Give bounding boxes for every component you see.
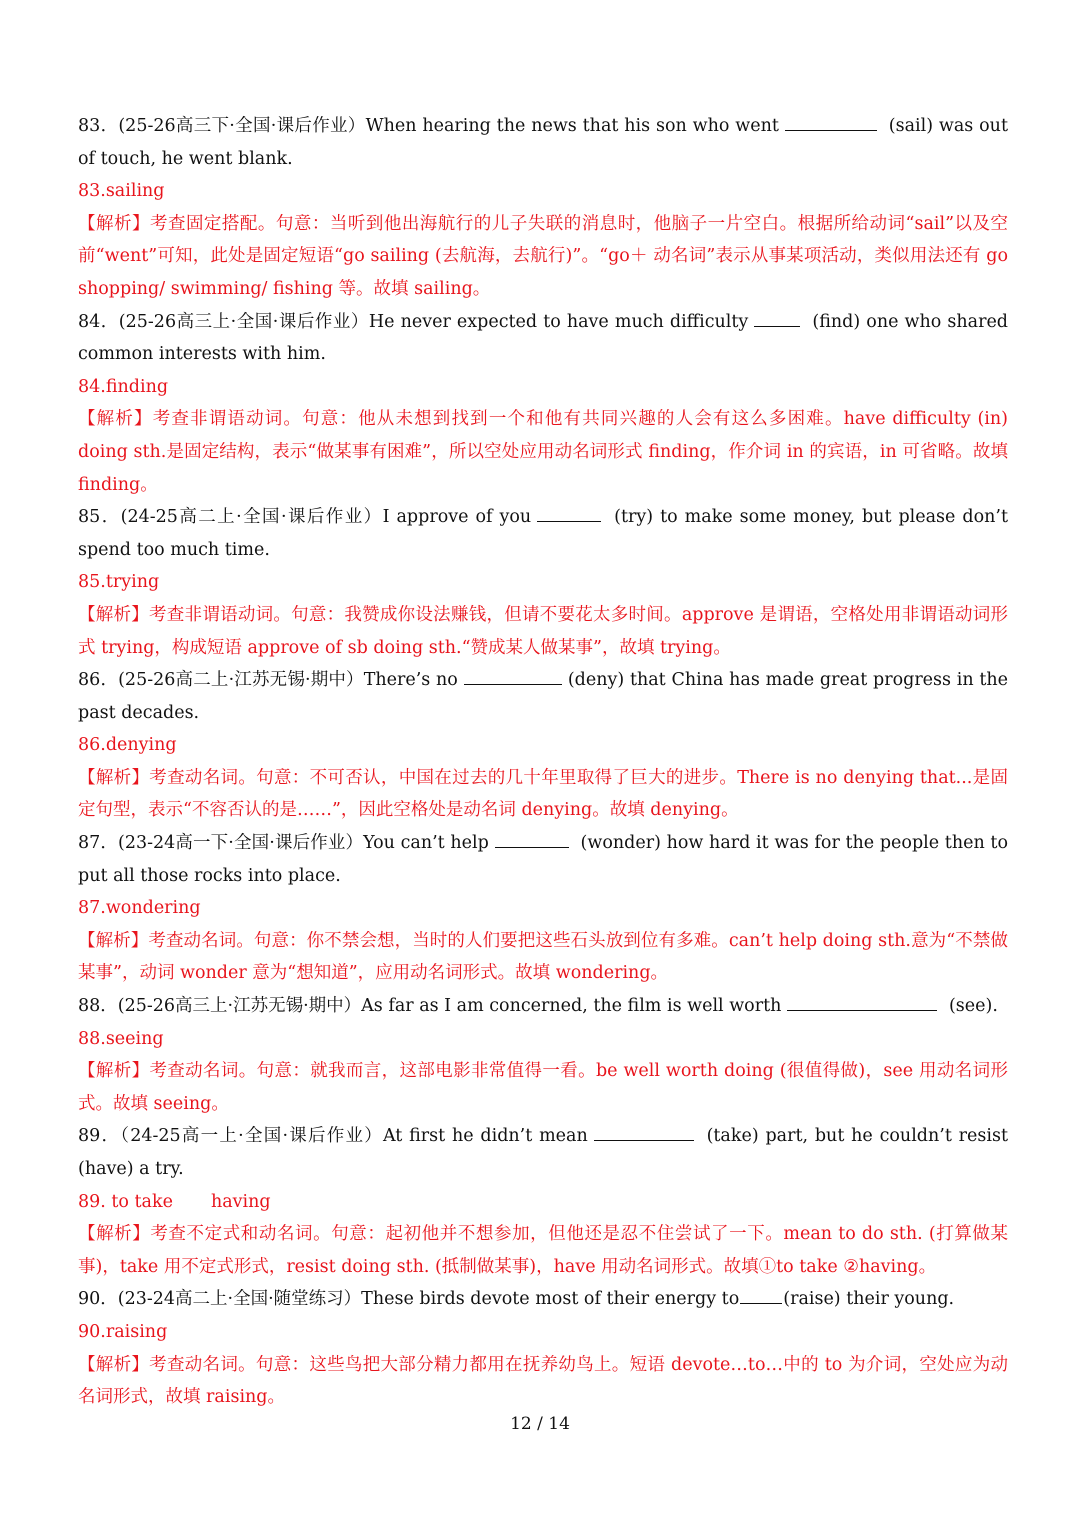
question-text: (take) part, but he couldn’t resist (have) a try. [78,1126,1008,1179]
question-83 [78,110,1008,175]
answer-blank [594,1120,694,1141]
question-86 [78,664,1008,729]
answer-83: 83.sailing [78,181,165,202]
answer-blank [785,110,877,131]
question-87 [78,827,1008,892]
answer-88: 88.seeing [78,1028,164,1049]
explanation-84: 【解析】考查非谓语动词。句意：他从未想到找到一个和他有共同兴趣的人会有这么多困难。have difficulty (in) doing sth.是固定结构，表示“做某事有困难”，所以空处应用动名词形式 finding，作介词 in 的宾语，in 可省略。故填 finding。 [78,409,1008,495]
question-85 [78,501,1008,566]
answer-blank [537,501,601,522]
question-90 [78,1283,1008,1316]
answer-85: 85.trying [78,572,160,593]
page-number: 12 / 14 [510,1414,570,1434]
answer-86: 86.denying [78,735,177,756]
answer-part-2: having [210,1191,271,1212]
explanation-90: 【解析】考查动名词。句意：这些鸟把大部分精力都用在抚养幼鸟上。短语 devote…to…中的 to 为介词，空处应为动名词形式，故填 raising。 [78,1354,1008,1408]
question-text: 86．(25-26高二上·江苏无锡·期中）There’s no [78,670,458,691]
answer-blank [495,827,569,848]
question-text: 83．(25-26高三下·全国·课后作业）When hearing the news that his son who went [78,116,779,136]
question-text: (wonder) how hard it was for the people then to put all those rocks into place. [78,833,1008,886]
question-text: 90．(23-24高二上·全国·随堂练习）These birds devote most of their energy to [78,1289,740,1310]
answer-blank [787,990,937,1011]
question-88 [78,990,1008,1023]
explanation-83: 【解析】考查固定搭配。句意：当听到他出海航行的儿子失联的消息时，他脑子一片空白。根据所给动词“sail”以及空前“went”可知，此处是固定短语“go sailing (去航海，去航行)”。“go＋ 动名词”表示从事某项活动，类似用法还有 go shopping/ swimming/ fishing 等。故填 sailing。 [78,213,1008,299]
explanation-89: 【解析】考查不定式和动名词。句意：起初他并不想参加，但他还是忍不住尝试了一下。mean to do sth. (打算做某事)，take 用不定式形式，resist doing sth. (抵制做某事)，have 用动名词形式。故填①to take ②having。 [78,1224,1008,1277]
explanation-85: 【解析】考查非谓语动词。句意：我赞成你设法赚钱，但请不要花太多时间。approve 是谓语，空格处用非谓语动词形式 trying，构成短语 approve of sb doing sth.“赞成某人做某事”，故填 trying。 [78,604,1008,658]
answer-blank [464,664,562,685]
question-text: 84．(25-26高三上·全国·课后作业）He never expected to have much difficulty [78,311,749,332]
explanation-88: 【解析】考查动名词。句意：就我而言，这部电影非常值得一看。be well worth doing (很值得做)，see 用动名词形式。故填 seeing。 [78,1061,1008,1114]
question-89 [78,1120,1008,1185]
answer-87: 87.wondering [78,898,201,919]
question-text: 85．(24-25高二上·全国·课后作业）I approve of you [78,507,532,528]
question-text: 87．(23-24高一下·全国·课后作业）You can’t help [78,833,489,854]
answer-blank [754,306,800,327]
explanation-86: 【解析】考查动名词。句意：不可否认，中国在过去的几十年里取得了巨大的进步。There is no denying that...是固定句型，表示“不容否认的是……”，因此空格处是动名词 denying。故填 denying。 [78,767,1008,821]
explanation-87: 【解析】考查动名词。句意：你不禁会想，当时的人们要把这些石头放到位有多难。can’t help doing sth.意为“不禁做某事”，动词 wonder 意为“想知道”，应用动名词形式。故填 wondering。 [78,930,1008,984]
answer-84: 84.finding [78,376,169,397]
question-text: (find) one who shared common interests with him. [78,311,1009,365]
question-84 [78,306,1008,371]
question-text: (see). [948,996,998,1017]
question-text: (try) to make some money, but please don’t spend too much time. [78,507,1008,560]
answer-89 [78,1186,1008,1219]
question-text: 89．（24-25高一上·全国·课后作业）At first he didn’t mean [78,1126,588,1147]
question-text: (deny) that China has made great progress in the past decades. [78,670,1008,723]
answer-90: 90.raising [78,1321,168,1342]
question-text: (raise) their young. [783,1289,955,1310]
question-text: (sail) was out of touch, he went blank. [78,116,1008,169]
document-body [78,110,1008,1414]
question-text: 88．(25-26高三上·江苏无锡·期中）As far as I am concerned, the film is well worth [78,996,782,1017]
answer-part-1: 89. to take [78,1191,173,1212]
answer-blank [740,1283,782,1304]
